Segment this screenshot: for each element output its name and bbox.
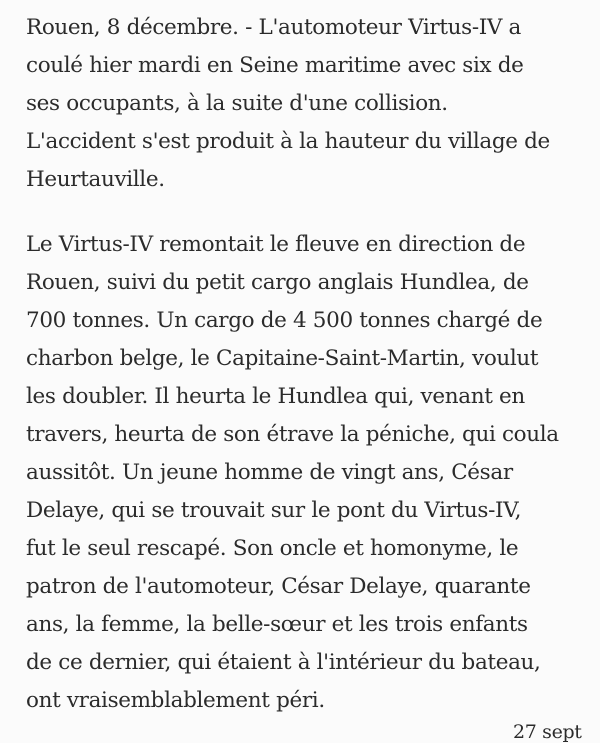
text-line: fut le seul rescapé. Son oncle et homonyme, le (26, 536, 519, 561)
text-line: les doubler. Il heurta le Hundlea qui, venant en (26, 384, 525, 409)
text-line: charbon belge, le Capitaine-Saint-Martin, voulut (26, 346, 539, 371)
partial-footer-text: 27 sept (513, 721, 582, 743)
text-line: L'accident s'est produit à la hauteur du village de (26, 129, 550, 154)
text-line: ans, la femme, la belle-sœur et les trois enfants (26, 612, 528, 637)
text-line: patron de l'automoteur, César Delaye, quarante (26, 574, 531, 599)
text-line: ses occupants, à la suite d'une collision. (26, 91, 448, 116)
text-line: aussitôt. Un jeune homme de vingt ans, César (26, 460, 513, 485)
text-line: Delaye, qui se trouvait sur le pont du Virtus-IV, (26, 498, 522, 523)
text-line: Rouen, suivi du petit cargo anglais Hundlea, de (26, 270, 529, 295)
text-line: Le Virtus-IV remontait le fleuve en direction de (26, 232, 526, 257)
text-line: Rouen, 8 décembre. - L'automoteur Virtus-IV a (26, 15, 522, 40)
text-line: 700 tonnes. Un cargo de 4 500 tonnes chargé de (26, 308, 543, 333)
text-line: ont vraisemblablement péri. (26, 688, 325, 713)
text-line: de ce dernier, qui étaient à l'intérieur du bateau, (26, 650, 541, 675)
text-line: Heurtauville. (26, 167, 165, 192)
text-line: coulé hier mardi en Seine maritime avec six de (26, 53, 524, 78)
text-line: travers, heurta de son étrave la péniche, qui coula (26, 422, 559, 447)
